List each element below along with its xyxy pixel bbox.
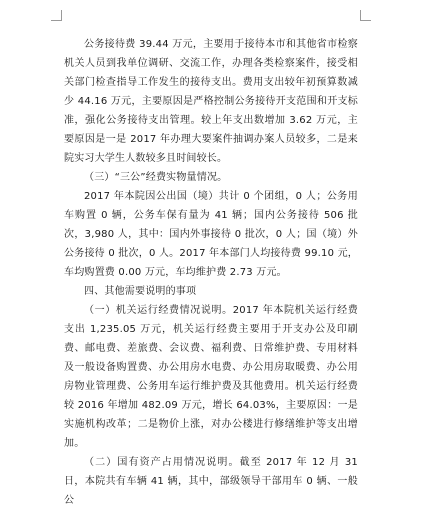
margin-corner-mark-top-left xyxy=(51,10,62,21)
paragraph-state-assets: （二）国有资产占用情况说明。截至 2017 年 12 月 31 日，本院共有车辆 41 辆，其中，部级领导干部用车 0 辆、一般公 xyxy=(64,457,358,506)
paragraph-reception-expense: 公务接待费 39.44 万元，主要用于接待本市和其他省市检察机关人员到我单位调研、交流工作，办理各类检察案件，接受相关部门检查指导工作发生的接待支出。费用支出较年初预算数减少 44.16 万元，主要原因是严格控制公务接待开支范围和开支标准，强化公务接待支出管理。较上年支出数增加 3.62 万元，主要原因是一是 2017 年办理大要案件抽调办案人员较多，二是来院实习大学生人数较多且时间较长。 xyxy=(64,39,358,164)
section-heading-other-matters: 四、其他需要说明的事项 xyxy=(84,286,197,297)
paragraph-operating-expense: （一）机关运行经费情况说明。2017 年本院机关运行经费支出 1,235.05 万元，机关运行经费主要用于开支办公及印刷费、邮电费、差旅费、会议费、福利费、日常维护费、专用材料及一般设备购置费、办公用房水电费、办公用房取暖费、办公用房物业管理费、公务用车运行维护费及其他费用。机关运行经费较 2016 年增加 482.09 万元，增长 64.03%，主要原因：一是实施机构改革；二是物价上涨，对办公楼进行修缮维护等支出增加。 xyxy=(64,305,358,449)
section-heading-physical-quantity: （三）“三公”经费实物量情况。 xyxy=(84,172,228,183)
paragraph-physical-quantity: 2017 年本院因公出国（境）共计 0 个团组，0 人；公务用车购置 0 辆，公务车保有量为 41 辆；国内公务接待 506 批次，3,980 人，其中：国内外事接待 0 批次，0 人；国（境）外公务接待 0 批次，0 人。2017 年本部门人均接待费 99.10 元，车均购置费 0.00 万元，车均维护费 2.73 万元。 xyxy=(64,191,358,278)
margin-corner-mark-top-right xyxy=(360,10,371,21)
document-body xyxy=(64,35,358,510)
